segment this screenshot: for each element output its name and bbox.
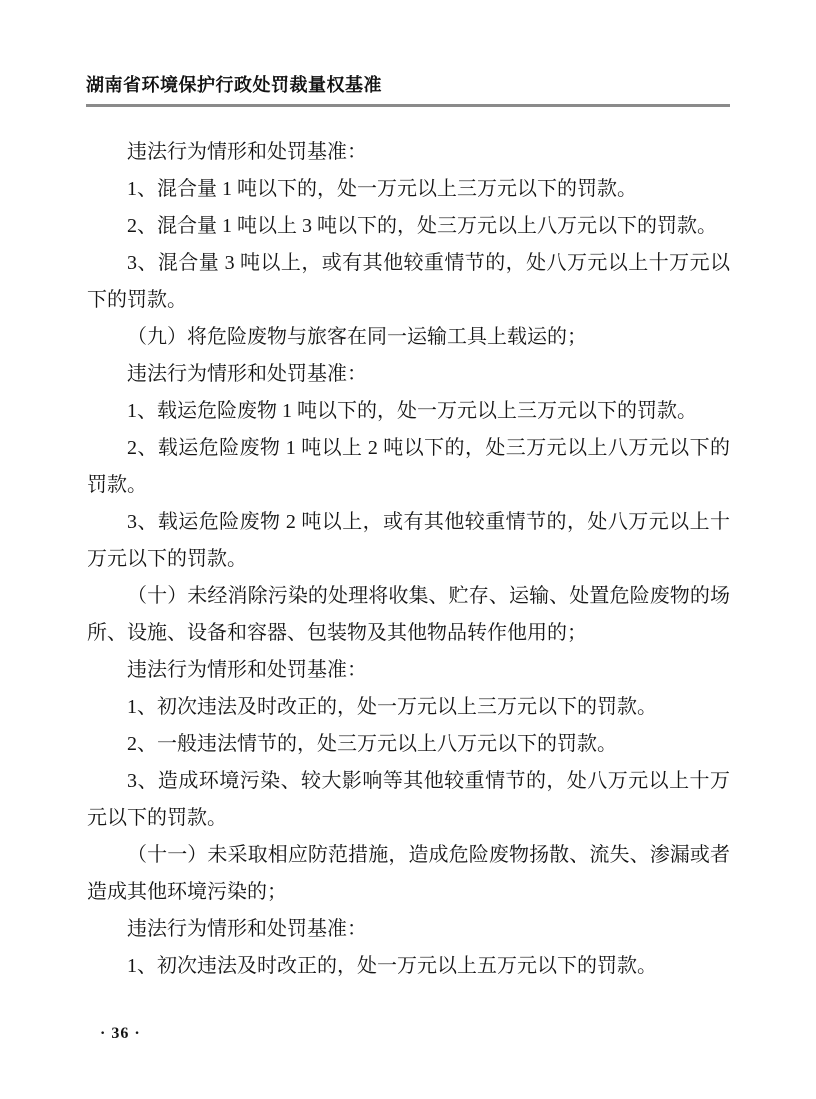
page-number: · 36 ·	[100, 1025, 141, 1042]
paragraph: 2、混合量 1 吨以上 3 吨以下的，处三万元以上八万元以下的罚款。	[127, 215, 717, 237]
paragraph: 1、初次违法及时改正的，处一万元以上五万元以下的罚款。	[127, 955, 657, 977]
paragraph: （十）未经消除污染的处理将收集、贮存、运输、处置危险废物的场所、设施、设备和容器、包装物及其他物品转作他用的；	[87, 585, 730, 644]
paragraph: 违法行为情形和处罚基准：	[127, 363, 367, 385]
document-body	[87, 134, 730, 985]
paragraph: 2、一般违法情节的，处三万元以上八万元以下的罚款。	[127, 733, 617, 755]
page-header-title: 湖南省环境保护行政处罚裁量权基准	[86, 75, 382, 95]
paragraph: 违法行为情形和处罚基准：	[127, 918, 367, 940]
paragraph: 1、初次违法及时改正的，处一万元以上三万元以下的罚款。	[127, 696, 657, 718]
paragraph: （十一）未采取相应防范措施，造成危险废物扬散、流失、渗漏或者造成其他环境污染的；	[87, 844, 730, 903]
paragraph: 3、载运危险废物 2 吨以上，或有其他较重情节的，处八万元以上十万元以下的罚款。	[87, 511, 730, 570]
paragraph: 1、载运危险废物 1 吨以下的，处一万元以上三万元以下的罚款。	[127, 400, 697, 422]
page-footer	[100, 1024, 141, 1044]
paragraph: 3、造成环境污染、较大影响等其他较重情节的，处八万元以上十万元以下的罚款。	[87, 770, 730, 829]
paragraph: （九）将危险废物与旅客在同一运输工具上载运的；	[127, 326, 587, 348]
paragraph: 违法行为情形和处罚基准：	[127, 659, 367, 681]
header-rule	[86, 104, 730, 107]
paragraph: 2、载运危险废物 1 吨以上 2 吨以下的，处三万元以上八万元以下的罚款。	[87, 437, 730, 496]
paragraph: 1、混合量 1 吨以下的，处一万元以上三万元以下的罚款。	[127, 178, 637, 200]
paragraph: 违法行为情形和处罚基准：	[127, 141, 367, 163]
paragraph: 3、混合量 3 吨以上，或有其他较重情节的，处八万元以上十万元以下的罚款。	[87, 252, 730, 311]
